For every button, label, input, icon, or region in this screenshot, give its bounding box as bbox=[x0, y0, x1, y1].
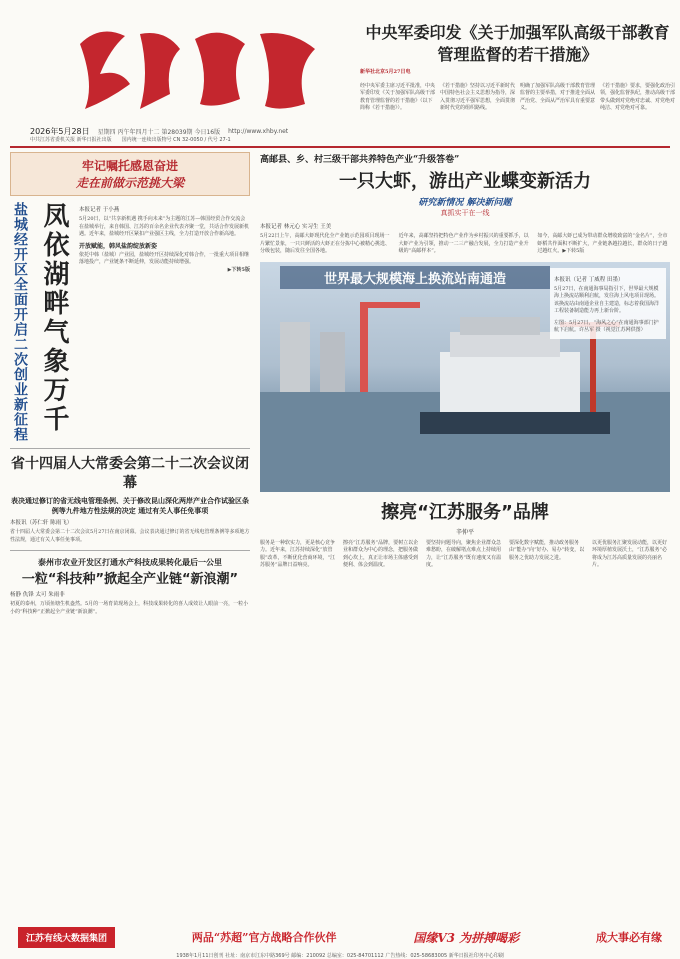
shrimp-byline: 本报记者 林元心 实习生 王美 bbox=[260, 224, 332, 230]
footer-ads bbox=[0, 925, 680, 949]
photo-text: 5月27日，在南通海事局指引下，世界最大规模海上换流站顺利启航，发往海上风电项目现场。该换流站由南通企业自主建造，标志着我国海洋工程装备制造能力再上新台阶。 bbox=[554, 285, 660, 314]
top-story-headline[interactable]: 中央军委印发《关于加强军队高级干部教育管理监督的若干措施》 bbox=[365, 23, 670, 64]
npc-byline: 本报讯（苏仁轩 陈雨飞） bbox=[10, 520, 73, 527]
shrimp-kicker: 高邮县、乡、村三级干部共养特色产业“升级答卷” bbox=[260, 155, 460, 165]
npc-headline[interactable]: 省十四届人大常委会第二十二次会议闭幕 bbox=[11, 456, 249, 491]
lead-vertical-title[interactable]: 凤依湖畔气象万千 bbox=[39, 202, 69, 434]
top-story-col-1: 经中央军委主席习近平批准，中央军委印发《关于加强军队高级干部教育管理监督的若干措施》（以下简称《若干措施》）。 bbox=[360, 82, 436, 112]
photo-headline[interactable]: 世界最大规模海上换流站南通造 bbox=[280, 266, 550, 289]
masthead bbox=[10, 8, 676, 148]
commentary-col-5: 以更优服务汇聚发展动能，以更好环境厚植发展沃土，“江苏服务”必将成为江苏高质量发展的亮丽名片。 bbox=[592, 539, 668, 568]
shrimp-col-3: 如今，高邮大虾已成为带动群众增收致富的“金名片”，全市虾稻共作面积不断扩大，产业链条越拉越长，群众的日子越过越红火。▶下转5版 bbox=[537, 233, 668, 254]
shrimp-col-2: 近年来，高邮坚持把特色产业作为乡村振兴的重要抓手，以大虾产业为引领，推动一二三产融合发展，全力打造产业升级的“高邮样本”。 bbox=[398, 233, 529, 254]
ad-slogan[interactable]: 成大事必有缘 bbox=[596, 931, 662, 944]
lead-continue-link[interactable]: ▶下转5版 bbox=[227, 266, 250, 273]
taizhou-byline: 杨静 仇锋 太可 朱雨非 bbox=[10, 592, 65, 599]
column-subtitle: 真抓实干在一线 bbox=[440, 209, 490, 217]
photo-story bbox=[550, 268, 666, 339]
campaign-banner bbox=[10, 152, 250, 196]
npc-subhead: 表决通过修订的省无线电管理条例、关于修改昆山深化两岸产业合作试验区条例等九件地方性法规的决定 通过有关人事任免事项 bbox=[11, 495, 249, 515]
shrimp-headline[interactable]: 一只大虾，游出产业蝶变新活力 bbox=[339, 171, 591, 192]
top-story-col-2: 《若干措施》坚持以习近平新时代中国特色社会主义思想为指导，深入贯彻习近平强军思想，全面贯彻新时代党的组织路线。 bbox=[440, 82, 516, 112]
commentary-headline[interactable]: 擦亮“江苏服务”品牌 bbox=[381, 501, 549, 523]
commentary-col-2: 擦亮“江苏服务”品牌，要树立以企业和群众为中心的理念，把服务做到心坎上，真正让市场主体感受到便利、体会到温度。 bbox=[343, 539, 419, 568]
date-line: 2026年5月28日 bbox=[30, 127, 90, 136]
lead-body bbox=[79, 202, 250, 442]
org-line: 中共江苏省委机关报 新华日报社出版 bbox=[30, 137, 112, 143]
commentary bbox=[260, 498, 670, 570]
lead-paragraph-2: 依托中韩（盐城）产业园，盐城经开区持续深化对韩合作，一批重大项目相继落地投产，产业链条不断延伸，发展动能持续增强。 bbox=[79, 251, 250, 265]
photo-byline: 本报讯（记者 丁威程 田墨） bbox=[554, 276, 624, 283]
lead-byline: 本报记者 于小燕 bbox=[79, 207, 120, 213]
commentary-col-3: 要坚持问题导向，聚焦企业群众急难愁盼，在破解堵点难点上持续用力，让“江苏服务”既有速度又有温度。 bbox=[426, 539, 502, 568]
shrimp-columns bbox=[260, 233, 670, 256]
shrimp-col-1: 5月22日上午，高邮大虾现代化全产业链示范园项目现场一片繁忙景象，一只只鲜活的大虾正在分拣中心被精心挑选、分级包装，随后发往全国各地。 bbox=[260, 233, 391, 254]
left-column bbox=[10, 152, 250, 616]
ad-partner[interactable]: 两品“苏超”官方战略合作伙伴 bbox=[191, 931, 337, 944]
npc-text: 省十四届人大常委会第二十二次会议5月27日在南京闭幕。会议表决通过修订的省无线电管理条例等多项地方性法规，通过有关人事任免事项。 bbox=[10, 529, 250, 543]
ad-cable-group[interactable]: 江苏有线大数据集团 bbox=[18, 927, 115, 948]
commentary-columns bbox=[260, 540, 670, 570]
top-story-col-4: 《若干措施》要求，要强化政治引领，强化监督执纪，推动高级干部带头做到对党绝对忠诚、对党绝对纯洁、对党绝对可靠。 bbox=[600, 82, 676, 112]
banner-line-1: 牢记嘱托感恩奋进 bbox=[81, 159, 178, 173]
converter-station-photo[interactable] bbox=[260, 262, 670, 492]
taizhou-kicker: 泰州市农业开发区打通水产科技成果转化最后一公里 bbox=[38, 557, 222, 568]
issue-line: 星期四 丙午年四月十二 第28039期 今日16版 bbox=[97, 129, 221, 136]
lead-subhead: 开放赋能，韩风盐韵绽放新姿 bbox=[79, 242, 158, 250]
taizhou-headline[interactable]: 一粒“科技种”掀起全产业链“新浪潮” bbox=[21, 572, 239, 588]
site-link[interactable]: http://www.xhby.net bbox=[228, 128, 289, 135]
banner-line-2: 走在前做示范挑大梁 bbox=[75, 176, 184, 190]
print-info: 1938年1月11日创刊 社址：南京市江东中路369号 邮编：210092 总编室：025-84701112 广告热线：025-58683005 新华日报社印务中心印刷 bbox=[176, 953, 504, 959]
lead-paragraph-1: 5月20日，以“共享新机遇 携手向未来”为主题的江苏—韩国经贸合作交流会在盐城举行，来自韩国、江苏的百余名企业代表齐聚一堂，共话合作发展新机遇。近年来，盐城经开区紧扣产业强区主线，全力打造开放合作新高地。 bbox=[79, 216, 250, 237]
photo-caption: 左图：5月27日，“海风之心”在南通海事部门护航下启航。许丛军 摄（视觉江苏网供图） bbox=[554, 319, 659, 333]
taizhou-text: 初夏的泰州，万顷鱼塘生机盎然。5月的一场育苗现场会上，科技成果转化的喜人成效让人眼前一亮，一粒小小的“科技种”正掀起全产业链“新浪潮”。 bbox=[10, 601, 249, 615]
ad-guoyuan[interactable]: 国缘V3 为拼搏喝彩 bbox=[413, 930, 520, 945]
top-story-byline: 新华社北京5月27日电 bbox=[360, 69, 411, 76]
top-story-columns bbox=[360, 83, 675, 113]
masthead-org bbox=[30, 136, 231, 143]
masthead-logo bbox=[70, 14, 330, 124]
column-title: 研究新情况 解决新问题 bbox=[418, 198, 512, 208]
top-story-col-3: 明确了加强军队高级干部教育管理监督的主要举措，对于推进全面从严治党、全面从严治军具有重要意义。 bbox=[520, 82, 596, 112]
cn-line: 国内统一连续出版物号 CN 32-0050 / 代号 27-1 bbox=[121, 137, 231, 143]
lead-story bbox=[10, 202, 250, 442]
commentary-col-1: 服务是一种软实力，更是核心竞争力。近年来，江苏持续深化“放管服”改革，不断优化营商环境，“江苏服务”品牌日益响亮。 bbox=[260, 539, 336, 568]
taizhou-story bbox=[10, 550, 250, 616]
commentary-col-4: 要深化数字赋能，推动政务服务由“能办”向“好办、易办”转变，以服务之优助力发展之进。 bbox=[509, 539, 585, 561]
npc-story bbox=[10, 448, 250, 544]
top-story bbox=[360, 22, 675, 113]
lead-vertical-kicker: 盐城经开区全面开启二次创业新征程 bbox=[12, 202, 28, 442]
commentary-byline: 辛仲平 bbox=[455, 528, 474, 536]
right-column bbox=[260, 152, 670, 570]
